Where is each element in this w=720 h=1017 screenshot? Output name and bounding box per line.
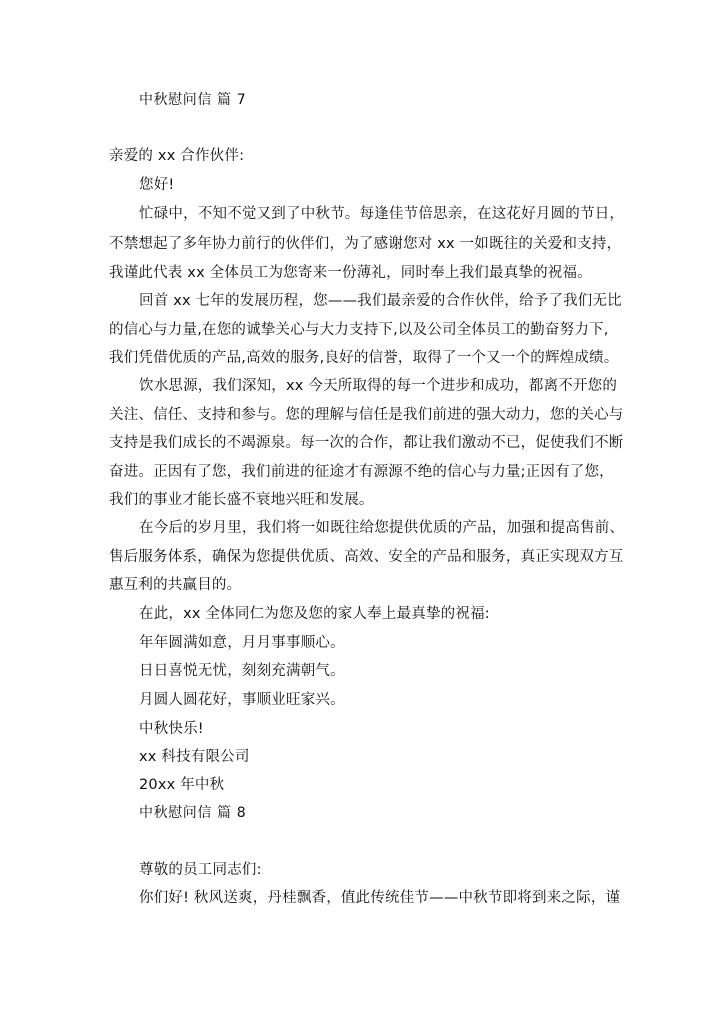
paragraph-line: 我们的事业才能长盛不衰地兴旺和发展。 <box>109 492 374 508</box>
letter-greeting: 尊敬的员工同志们: <box>139 862 262 878</box>
closing-line: 中秋快乐! <box>139 721 204 737</box>
section-title: 中秋慰问信 篇 8 <box>139 805 247 821</box>
paragraph-line: 不禁想起了多年协力前行的伙伴们，为了感谢您对 xx 一如既往的关爱和支持， <box>109 236 622 252</box>
paragraph-line: 关注、信任、支持和参与。您的理解与信任是我们前进的强大动力，您的关心与 <box>109 407 624 423</box>
paragraph-line: 忙碌中，不知不觉又到了中秋节。每逢佳节倍思亲，在这花好月圆的节日， <box>139 206 625 222</box>
wish-line: 年年圆满如意，月月事事顺心。 <box>139 635 345 651</box>
letter-greeting: 亲爱的 xx 合作伙伴: <box>109 148 245 164</box>
paragraph-line: 奋进。正因有了您，我们前进的征途才有源源不绝的信心与力量;正因有了您， <box>109 464 614 480</box>
paragraph-line: 在今后的岁月里，我们将一如既往给您提供优质的产品，加强和提高售前、 <box>139 520 625 536</box>
paragraph-line: 我谨此代表 xx 全体员工为您寄来一份薄礼，同时奉上我们最真挚的祝福。 <box>109 265 592 281</box>
signature-date: 20xx 年中秋 <box>139 777 225 793</box>
wish-line: 日日喜悦无忧，刻刻充满朝气。 <box>139 663 345 679</box>
paragraph-line: 饮水思源，我们深知，xx 今天所取得的每一个进步和成功，都离不开您的 <box>139 378 618 394</box>
paragraph-line: 回首 xx 七年的发展历程，您——我们最亲爱的合作伙伴，给予了我们无比 <box>139 293 622 309</box>
wish-line: 月圆人圆花好，事顺业旺家兴。 <box>139 692 345 708</box>
paragraph-line: 惠互利的共赢目的。 <box>109 577 242 593</box>
paragraph-line: 支持是我们成长的不竭源泉。每一次的合作，都让我们激动不已，促使我们不断 <box>109 435 624 451</box>
paragraph-line: 你们好! 秋风送爽，丹桂飘香，值此传统佳节——中秋节即将到来之际，谨 <box>139 890 621 906</box>
company-signature: xx 科技有限公司 <box>139 749 250 765</box>
paragraph-line: 售后服务体系，确保为您提供优质、高效、安全的产品和服务，真正实现双方互 <box>109 549 624 565</box>
section-title: 中秋慰问信 篇 7 <box>139 92 247 108</box>
paragraph-line: 在此，xx 全体同仁为您及您的家人奉上最真挚的祝福: <box>139 606 490 622</box>
letter-hello: 您好! <box>139 177 175 193</box>
paragraph-line: 的信心与力量,在您的诚挚关心与大力支持下,以及公司全体员工的勤奋努力下, <box>109 322 609 338</box>
paragraph-line: 我们凭借优质的产品,高效的服务,良好的信誉，取得了一个又一个的辉煌成绩。 <box>109 350 619 366</box>
